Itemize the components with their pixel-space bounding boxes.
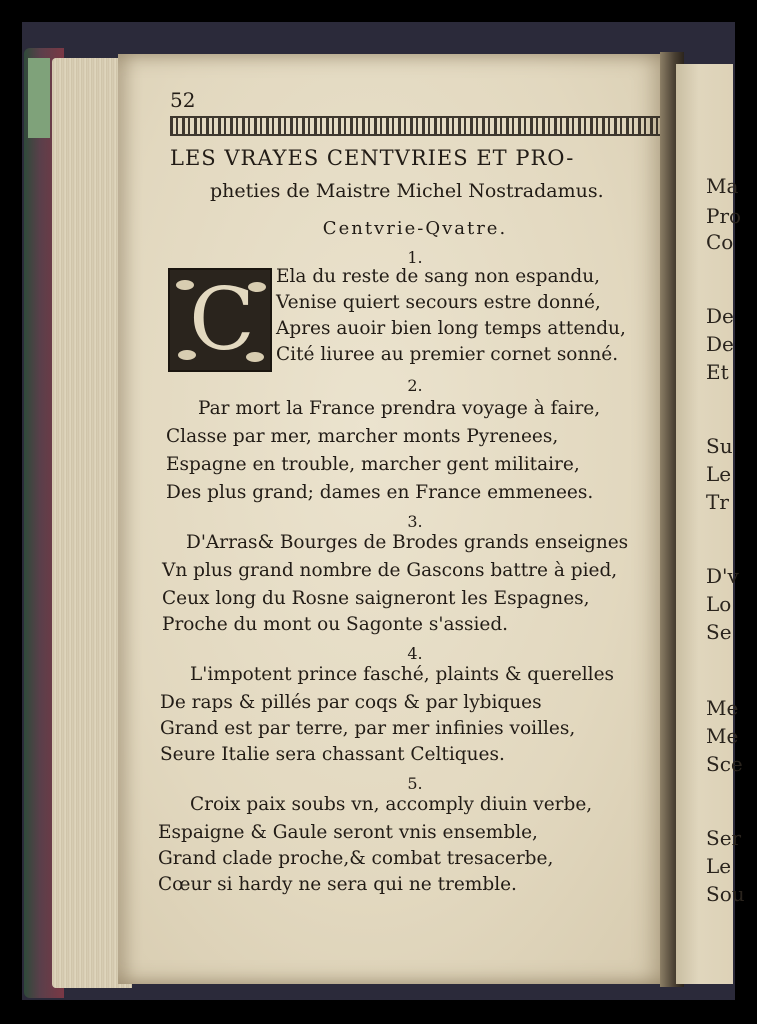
verse-line: Apres auoir bien long temps attendu, bbox=[276, 318, 626, 339]
page-number: 52 bbox=[170, 88, 196, 112]
verse-line: De raps & pillés par coqs & par lybiques bbox=[160, 692, 542, 713]
page-title: LES VRAYES CENTVRIES ET PRO- bbox=[170, 146, 575, 170]
facing-fragment: Sce bbox=[706, 752, 743, 776]
facing-fragment: Su bbox=[706, 434, 733, 458]
verse-line: Espagne en trouble, marcher gent militaire, bbox=[166, 454, 580, 475]
verse-line: L'impotent prince fasché, plaints & querelles bbox=[190, 664, 615, 685]
facing-fragment: D'v bbox=[706, 564, 739, 588]
facing-fragment: Me bbox=[706, 696, 739, 720]
verse-line: Ela du reste de sang non espandu, bbox=[276, 266, 601, 287]
facing-fragment: Ma bbox=[706, 174, 739, 198]
decorative-border-icon bbox=[170, 116, 660, 136]
facing-fragment: Sou bbox=[706, 882, 745, 906]
quatrain-number: 5. bbox=[407, 774, 423, 793]
facing-fragment: Le bbox=[706, 854, 732, 878]
verse-line: Par mort la France prendra voyage à faire, bbox=[198, 398, 601, 419]
quatrain-number: 1. bbox=[407, 248, 423, 267]
verse-line: D'Arras& Bourges de Brodes grands enseignes bbox=[186, 532, 629, 553]
verse-line: Proche du mont ou Sagonte s'assied. bbox=[162, 614, 509, 635]
facing-fragment: Pro bbox=[706, 204, 742, 228]
verse-line: Des plus grand; dames en France emmenees. bbox=[166, 482, 594, 503]
facing-fragment: Me bbox=[706, 724, 739, 748]
verse-line: Espaigne & Gaule seront vnis ensemble, bbox=[158, 822, 538, 843]
verse-line: Cité liuree au premier cornet sonné. bbox=[276, 344, 619, 365]
verse-line: Seure Italie sera chassant Celtiques. bbox=[160, 744, 505, 765]
verse-line: Cœur si hardy ne sera qui ne tremble. bbox=[158, 874, 517, 895]
facing-fragment: Co bbox=[706, 230, 734, 254]
facing-fragment: Lo bbox=[706, 592, 732, 616]
drop-cap-ornament-icon bbox=[168, 268, 272, 372]
verse-line: Venise quiert secours estre donné, bbox=[276, 292, 601, 313]
page-subtitle: pheties de Maistre Michel Nostradamus. bbox=[210, 180, 604, 202]
verse-line: Vn plus grand nombre de Gascons battre à pied, bbox=[162, 560, 618, 581]
facing-fragment: Le bbox=[706, 462, 732, 486]
facing-page bbox=[676, 64, 745, 984]
facing-fragment: Et bbox=[706, 360, 729, 384]
drop-cap-letter: C bbox=[189, 270, 255, 370]
verse-line: Croix paix soubs vn, accomply diuin verbe, bbox=[190, 794, 593, 815]
verse-line: Ceux long du Rosne saigneront les Espagnes, bbox=[162, 588, 590, 609]
facing-fragment: Ser bbox=[706, 826, 742, 850]
facing-fragment: Se bbox=[706, 620, 732, 644]
verse-line: Grand clade proche,& combat tresacerbe, bbox=[158, 848, 554, 869]
section-title: Centvrie-Qvatre. bbox=[322, 218, 508, 239]
quatrain-number: 4. bbox=[407, 644, 423, 663]
verse-line: Grand est par terre, par mer infinies voilles, bbox=[160, 718, 576, 739]
facing-fragment: De bbox=[706, 332, 734, 356]
facing-fragment: De bbox=[706, 304, 734, 328]
verse-line: Classe par mer, marcher monts Pyrenees, bbox=[166, 426, 559, 447]
quatrain-number: 2. bbox=[407, 376, 423, 395]
quatrain-number: 3. bbox=[407, 512, 423, 531]
facing-fragment: Tr bbox=[706, 490, 729, 514]
